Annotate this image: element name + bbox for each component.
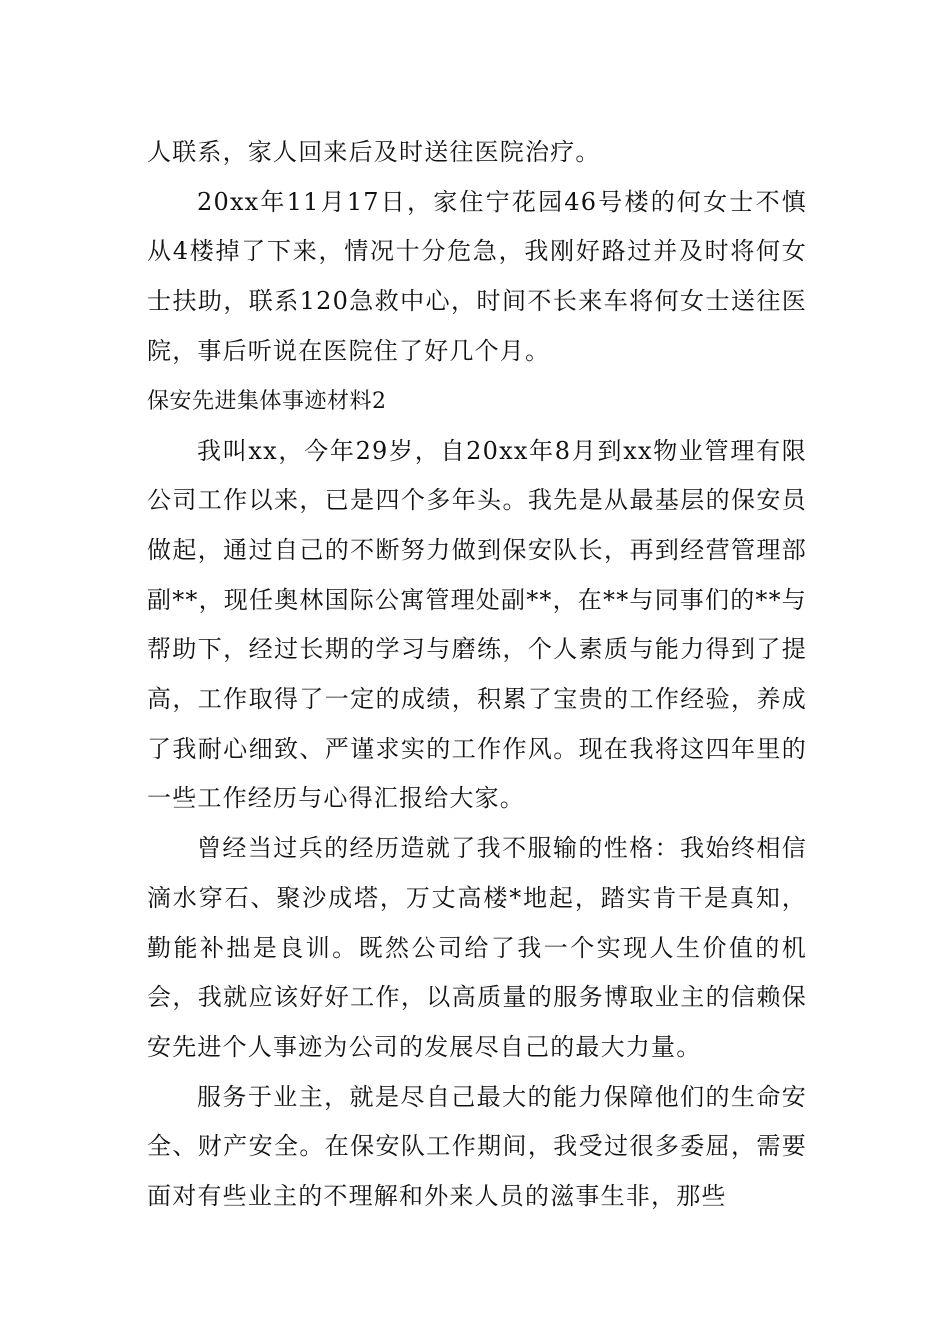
paragraph-character: 曾经当过兵的经历造就了我不服输的性格：我始终相信滴水穿石、聚沙成塔，万丈高楼*地起，踏实肯干是真知，勤能补拙是良训。既然公司给了我一个实现人生价值的机会，我就应该好好工作，以高质量的服务博取业主的信赖保安先进个人事迹为公司的发展尽自己的最大力量。 <box>147 834 807 1061</box>
paragraph-incident: 20xx年11月17日，家住宁花园46号楼的何女士不慎从4楼掉了下来，情况十分危急，我刚好路过并及时将何女士扶助，联系120急救中心，时间不长来车将何女士送往医院，事后听说在医院住了好几个月。 <box>147 187 807 365</box>
document-body <box>147 128 807 1222</box>
paragraph-service: 服务于业主，就是尽自己最大的能力保障他们的生命安全、财产安全。在保安队工作期间，我受过很多委屈，需要面对有些业主的不理解和外来人员的滋事生非，那些 <box>147 1082 807 1211</box>
section-heading: 保安先进集体事迹材料2 <box>147 388 387 414</box>
paragraph-introduction: 我叫xx，今年29岁，自20xx年8月到xx物业管理有限公司工作以来，已是四个多年头。我先是从最基层的保安员做起，通过自己的不断努力做到保安队长，再到经营管理部副**，现任奥林国际公寓管理处副**，在**与同事们的**与帮助下，经过长期的学习与磨练，个人素质与能力得到了提高，工作取得了一定的成绩，积累了宝贵的工作经验，养成了我耐心细致、严谨求实的工作作风。现在我将这四年里的一些工作经历与心得汇报给大家。 <box>147 436 807 813</box>
paragraph-continuation: 人联系，家人回来后及时送往医院治疗。 <box>147 138 601 166</box>
